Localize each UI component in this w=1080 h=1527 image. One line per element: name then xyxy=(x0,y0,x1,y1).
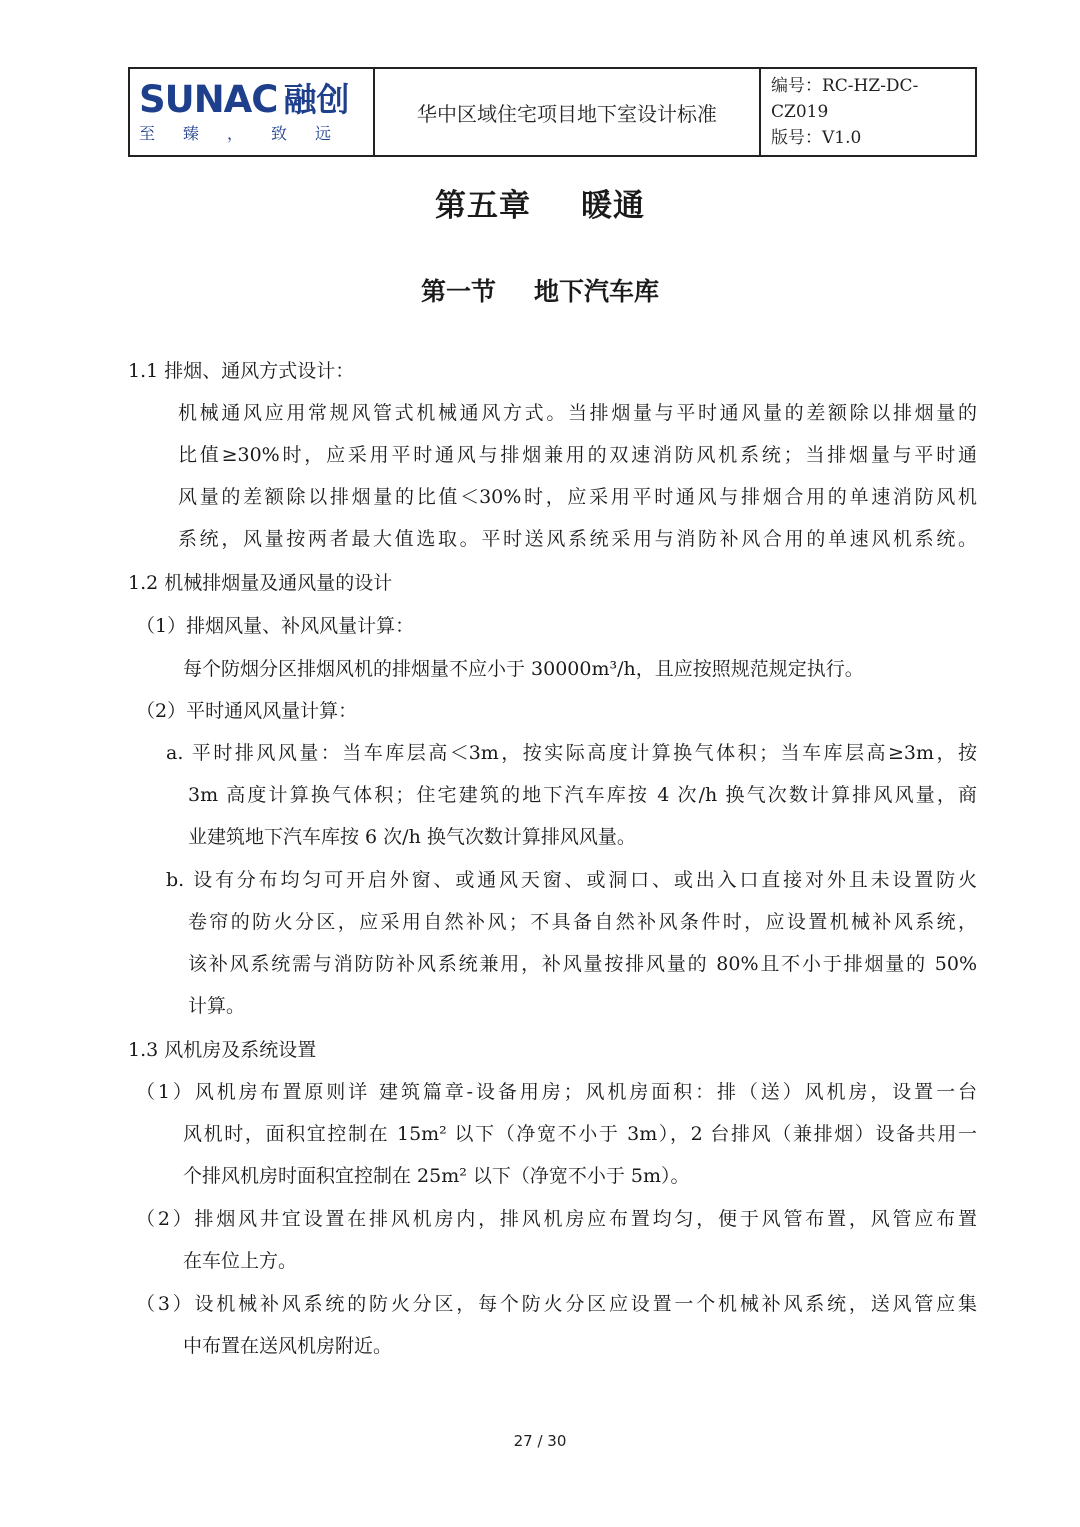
paragraph-line: 风量的差额除以排烟量的比值＜30%时，应采用平时通风与排烟合用的单速消防风机 xyxy=(178,486,977,508)
paragraph-line: a. 平时排风风量：当车库层高＜3m，按实际高度计算换气体积；当车库层高≥3m，按 xyxy=(166,742,977,764)
chapter-title xyxy=(0,180,1080,225)
paragraph-line: 中布置在送风机房附近。 xyxy=(183,1335,393,1357)
paragraph-line: 比值≥30%时，应采用平时通风与排烟兼用的双速消防风机系统；当排烟量与平时通 xyxy=(178,444,977,466)
item-heading: （1）排烟风量、补风风量计算： xyxy=(136,615,415,637)
paragraph-line: （1）风机房布置原则详 建筑篇章-设备用房；风机房面积：排（送）风机房，设置一台 xyxy=(136,1081,977,1103)
paragraph-line: 个排风机房时面积宜控制在 25m² 以下（净宽不小于 5m）。 xyxy=(183,1165,690,1187)
paragraph-line: 业建筑地下汽车库按 6 次/h 换气次数计算排风风量。 xyxy=(188,826,636,848)
logo-sunac-text: SUNAC xyxy=(139,78,278,121)
logo-cn-text: 融创 xyxy=(283,80,350,119)
section-title xyxy=(0,272,1080,308)
logo-slogan: 至臻，致远 xyxy=(139,124,360,143)
heading-1-1: 1.1 排烟、通风方式设计： xyxy=(128,360,355,382)
document-header xyxy=(128,67,977,157)
paragraph-line: 计算。 xyxy=(188,995,246,1017)
paragraph-line: （3）设机械补风系统的防火分区，每个防火分区应设置一个机械补风系统，送风管应集 xyxy=(136,1293,977,1315)
heading-1-3: 1.3 风机房及系统设置 xyxy=(128,1039,317,1061)
paragraph-line: 在车位上方。 xyxy=(183,1250,298,1272)
paragraph-line: 系统，风量按两者最大值选取。平时送风系统采用与消防补风合用的单速风机系统。 xyxy=(178,528,977,550)
chapter-name: 暖通 xyxy=(581,188,645,224)
paragraph-line: 风机时，面积宜控制在 15m² 以下（净宽不小于 3m），2 台排风（兼排烟）设备共用一 xyxy=(183,1123,977,1145)
document-code: 编号：RC-HZ-DC-CZ019 xyxy=(771,76,919,122)
paragraph-line: b. 设有分布均匀可开启外窗、或通风天窗、或洞口、或出入口直接对外且未设置防火 xyxy=(166,869,977,891)
company-logo xyxy=(130,69,375,155)
paragraph-line: 3m 高度计算换气体积；住宅建筑的地下汽车库按 4 次/h 换气次数计算排风风量，商 xyxy=(188,784,977,806)
page-number: 27 / 30 xyxy=(513,1432,567,1450)
paragraph-line: 每个防烟分区排烟风机的排烟量不应小于 30000m³/h，且应按照规范规定执行。 xyxy=(183,658,864,680)
document-codes xyxy=(761,69,975,155)
paragraph-line: 该补风系统需与消防防补风系统兼用，补风量按排风量的 80%且不小于排烟量的 50% xyxy=(188,953,977,975)
paragraph-line: （2）排烟风井宜设置在排风机房内，排风机房应布置均匀，便于风管布置，风管应布置 xyxy=(136,1208,977,1230)
chapter-number: 第五章 xyxy=(435,188,531,224)
document-version: 版号：V1.0 xyxy=(771,128,862,148)
document-title: 华中区域住宅项目地下室设计标准 xyxy=(375,69,761,155)
section-name: 地下汽车库 xyxy=(534,277,660,306)
heading-1-2: 1.2 机械排烟量及通风量的设计 xyxy=(128,572,393,594)
section-number: 第一节 xyxy=(420,277,496,306)
item-heading: （2）平时通风风量计算： xyxy=(136,700,358,722)
paragraph-line: 机械通风应用常规风管式机械通风方式。当排烟量与平时通风量的差额除以排烟量的 xyxy=(178,402,977,424)
paragraph-line: 卷帘的防火分区，应采用自然补风；不具备自然补风条件时，应设置机械补风系统， xyxy=(188,911,977,933)
